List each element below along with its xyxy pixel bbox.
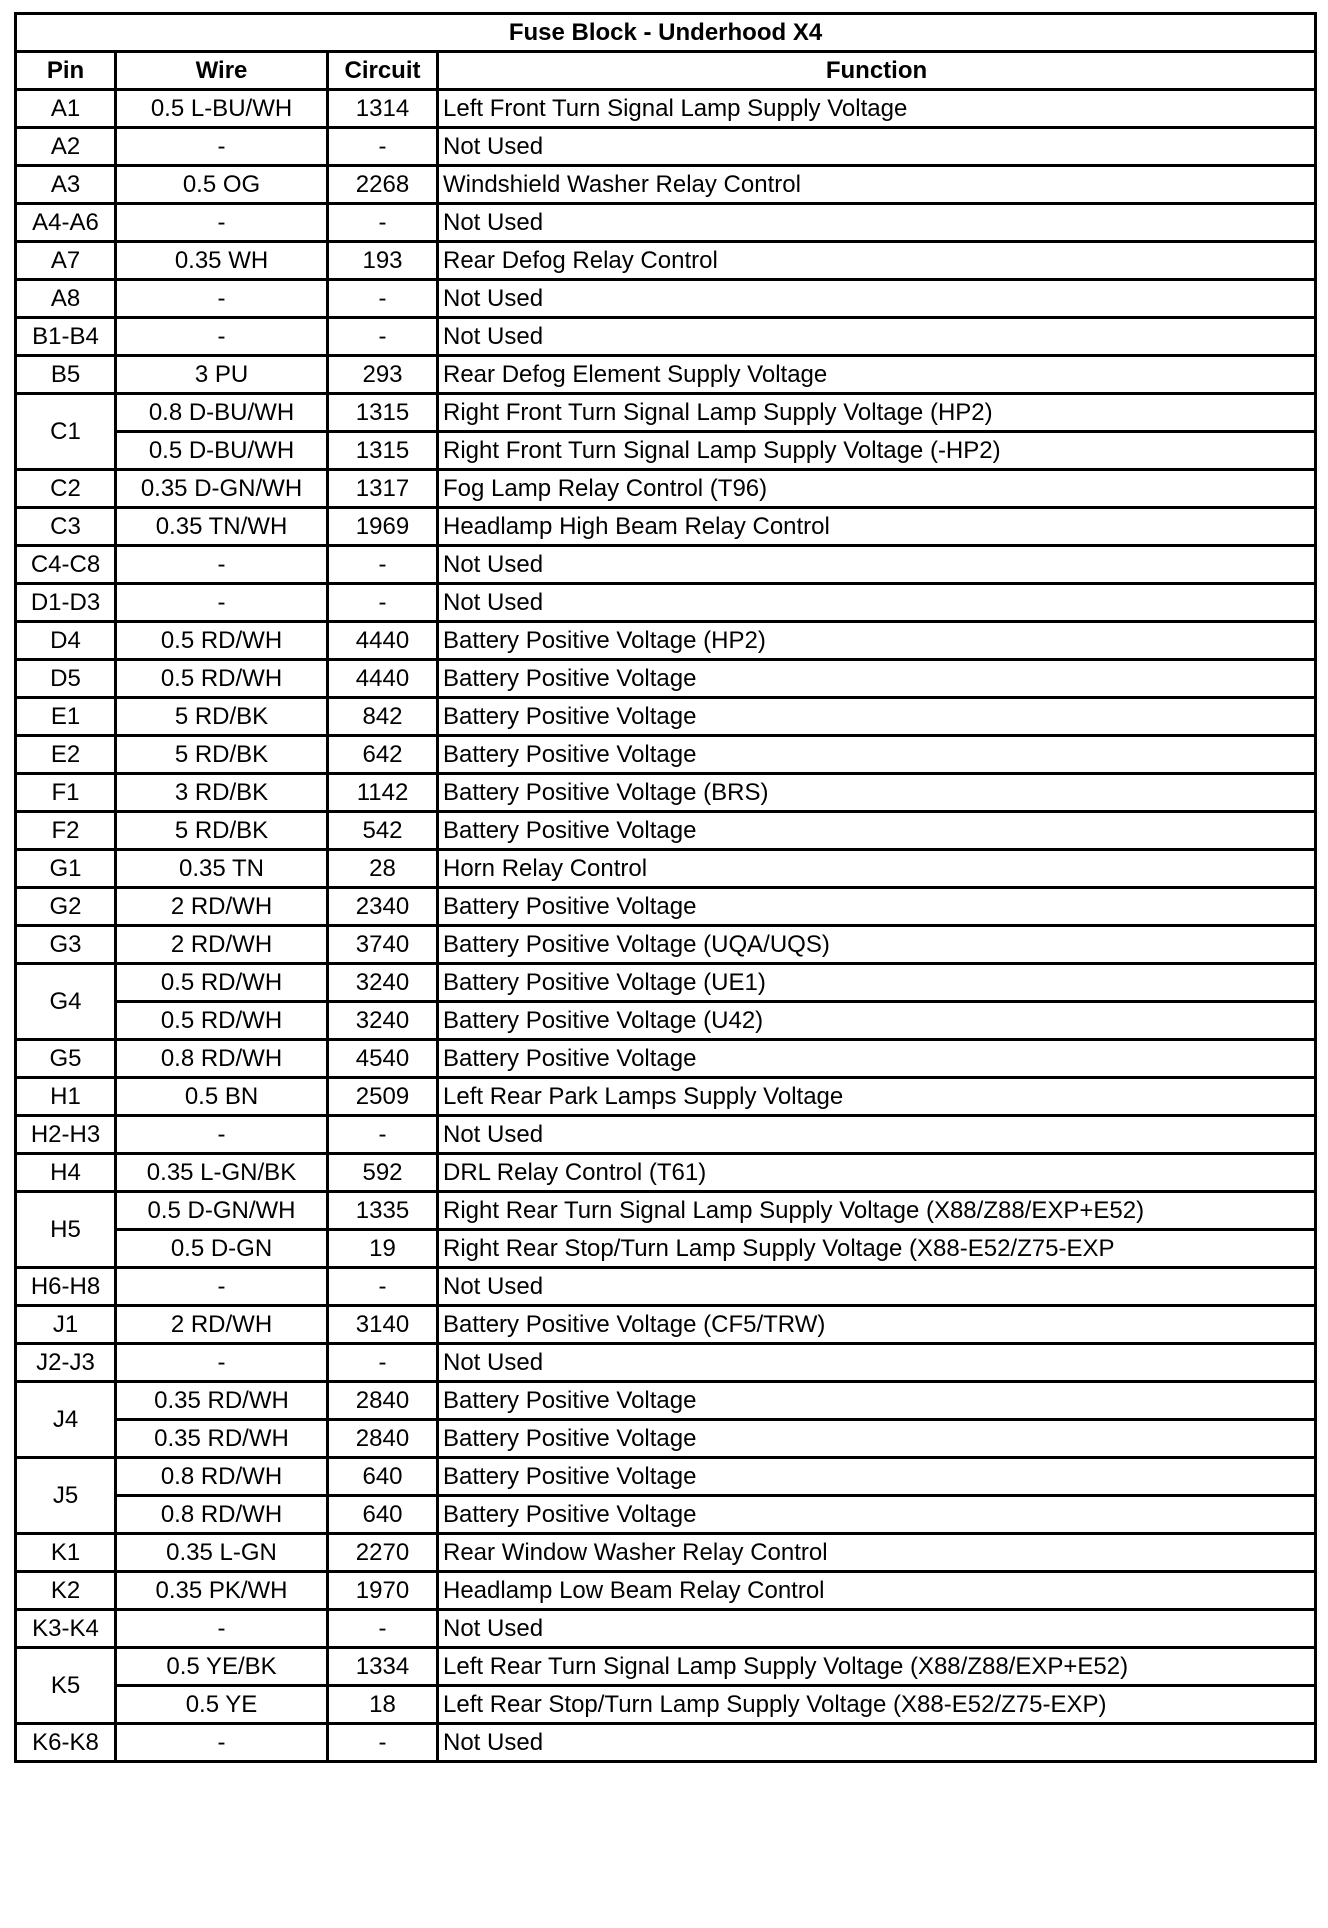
circuit-cell: 2840 (328, 1420, 438, 1458)
table-row (16, 356, 1316, 394)
function-cell: Battery Positive Voltage (BRS) (438, 774, 1316, 812)
table-row (16, 584, 1316, 622)
wire-cell: 5 RD/BK (116, 736, 328, 774)
circuit-cell: - (328, 584, 438, 622)
table-row (16, 888, 1316, 926)
pin-cell: C4-C8 (16, 546, 116, 584)
pin-cell: E1 (16, 698, 116, 736)
table-row (16, 1154, 1316, 1192)
wire-cell: 0.5 RD/WH (116, 660, 328, 698)
circuit-cell: 2340 (328, 888, 438, 926)
circuit-cell: - (328, 128, 438, 166)
function-cell: Battery Positive Voltage (U42) (438, 1002, 1316, 1040)
circuit-cell: 542 (328, 812, 438, 850)
wire-cell: 0.35 TN (116, 850, 328, 888)
wire-cell: 0.8 D-BU/WH (116, 394, 328, 432)
header-row (16, 52, 1316, 90)
wire-cell: 0.35 TN/WH (116, 508, 328, 546)
table-row (16, 90, 1316, 128)
wire-cell: 0.35 D-GN/WH (116, 470, 328, 508)
pin-cell: K2 (16, 1572, 116, 1610)
table-row (16, 1420, 1316, 1458)
wire-cell: 0.5 D-GN (116, 1230, 328, 1268)
pin-cell: K6-K8 (16, 1724, 116, 1762)
pin-cell: J5 (16, 1458, 116, 1534)
function-cell: Not Used (438, 1116, 1316, 1154)
circuit-cell: 4440 (328, 660, 438, 698)
function-cell: Not Used (438, 584, 1316, 622)
wire-cell: 0.35 RD/WH (116, 1420, 328, 1458)
function-cell: Battery Positive Voltage (UE1) (438, 964, 1316, 1002)
pin-cell: H6-H8 (16, 1268, 116, 1306)
wire-cell: 0.35 WH (116, 242, 328, 280)
pin-cell: H2-H3 (16, 1116, 116, 1154)
pin-cell: C2 (16, 470, 116, 508)
circuit-cell: 592 (328, 1154, 438, 1192)
circuit-cell: 293 (328, 356, 438, 394)
wire-cell: 5 RD/BK (116, 698, 328, 736)
wire-cell: 0.5 YE/BK (116, 1648, 328, 1686)
circuit-cell: 18 (328, 1686, 438, 1724)
wire-cell: - (116, 584, 328, 622)
table-row (16, 1534, 1316, 1572)
pin-cell: A3 (16, 166, 116, 204)
function-cell: Battery Positive Voltage (438, 888, 1316, 926)
table-row (16, 1230, 1316, 1268)
wire-cell: 2 RD/WH (116, 926, 328, 964)
circuit-cell: - (328, 546, 438, 584)
circuit-cell: 1970 (328, 1572, 438, 1610)
pin-cell: G1 (16, 850, 116, 888)
function-cell: Right Rear Turn Signal Lamp Supply Voltage (X88/Z88/EXP+E52) (438, 1192, 1316, 1230)
circuit-cell: - (328, 204, 438, 242)
function-cell: Headlamp High Beam Relay Control (438, 508, 1316, 546)
circuit-cell: 19 (328, 1230, 438, 1268)
circuit-cell: 842 (328, 698, 438, 736)
table-row (16, 318, 1316, 356)
table-row (16, 280, 1316, 318)
table-row (16, 1078, 1316, 1116)
header-pin: Pin (16, 52, 116, 90)
table-row (16, 1724, 1316, 1762)
function-cell: Battery Positive Voltage (CF5/TRW) (438, 1306, 1316, 1344)
circuit-cell: - (328, 1116, 438, 1154)
function-cell: Not Used (438, 1724, 1316, 1762)
function-cell: Fog Lamp Relay Control (T96) (438, 470, 1316, 508)
pin-cell: C3 (16, 508, 116, 546)
circuit-cell: 640 (328, 1458, 438, 1496)
wire-cell: - (116, 1116, 328, 1154)
table-row (16, 1002, 1316, 1040)
function-cell: DRL Relay Control (T61) (438, 1154, 1316, 1192)
pin-cell: D1-D3 (16, 584, 116, 622)
table-row (16, 432, 1316, 470)
circuit-cell: 3240 (328, 1002, 438, 1040)
table-row (16, 1496, 1316, 1534)
wire-cell: 0.35 PK/WH (116, 1572, 328, 1610)
function-cell: Battery Positive Voltage (438, 1040, 1316, 1078)
table-row (16, 394, 1316, 432)
circuit-cell: 2840 (328, 1382, 438, 1420)
circuit-cell: - (328, 1610, 438, 1648)
function-cell: Not Used (438, 1610, 1316, 1648)
function-cell: Not Used (438, 1344, 1316, 1382)
function-cell: Not Used (438, 204, 1316, 242)
pin-cell: A7 (16, 242, 116, 280)
circuit-cell: 3740 (328, 926, 438, 964)
wire-cell: 0.5 RD/WH (116, 1002, 328, 1040)
table-body (16, 90, 1316, 1762)
circuit-cell: 4540 (328, 1040, 438, 1078)
table-title: Fuse Block - Underhood X4 (16, 14, 1316, 52)
pin-cell: G4 (16, 964, 116, 1040)
table-row (16, 812, 1316, 850)
wire-cell: 0.5 D-BU/WH (116, 432, 328, 470)
function-cell: Battery Positive Voltage (UQA/UQS) (438, 926, 1316, 964)
table-row (16, 774, 1316, 812)
table-row (16, 546, 1316, 584)
wire-cell: - (116, 1268, 328, 1306)
table-row (16, 1192, 1316, 1230)
wire-cell: 5 RD/BK (116, 812, 328, 850)
circuit-cell: 1142 (328, 774, 438, 812)
pin-cell: G2 (16, 888, 116, 926)
table-row (16, 128, 1316, 166)
pin-cell: J2-J3 (16, 1344, 116, 1382)
function-cell: Windshield Washer Relay Control (438, 166, 1316, 204)
function-cell: Battery Positive Voltage (438, 812, 1316, 850)
circuit-cell: 2270 (328, 1534, 438, 1572)
pin-cell: F2 (16, 812, 116, 850)
function-cell: Right Front Turn Signal Lamp Supply Voltage (HP2) (438, 394, 1316, 432)
wire-cell: - (116, 546, 328, 584)
table-row (16, 698, 1316, 736)
title-row (16, 14, 1316, 52)
table-row (16, 1116, 1316, 1154)
wire-cell: 0.5 RD/WH (116, 964, 328, 1002)
circuit-cell: 1969 (328, 508, 438, 546)
table-row (16, 1686, 1316, 1724)
pin-cell: H5 (16, 1192, 116, 1268)
circuit-cell: 3240 (328, 964, 438, 1002)
function-cell: Battery Positive Voltage (438, 736, 1316, 774)
wire-cell: 0.8 RD/WH (116, 1458, 328, 1496)
wire-cell: - (116, 1724, 328, 1762)
function-cell: Not Used (438, 128, 1316, 166)
circuit-cell: 1315 (328, 432, 438, 470)
function-cell: Not Used (438, 546, 1316, 584)
table-row (16, 850, 1316, 888)
pin-cell: H1 (16, 1078, 116, 1116)
wire-cell: 0.35 L-GN/BK (116, 1154, 328, 1192)
table-row (16, 622, 1316, 660)
pin-cell: A2 (16, 128, 116, 166)
pin-cell: D4 (16, 622, 116, 660)
function-cell: Left Rear Park Lamps Supply Voltage (438, 1078, 1316, 1116)
wire-cell: 0.5 L-BU/WH (116, 90, 328, 128)
table-row (16, 736, 1316, 774)
circuit-cell: 4440 (328, 622, 438, 660)
table-row (16, 964, 1316, 1002)
wire-cell: 3 PU (116, 356, 328, 394)
function-cell: Not Used (438, 318, 1316, 356)
circuit-cell: 3140 (328, 1306, 438, 1344)
circuit-cell: 640 (328, 1496, 438, 1534)
function-cell: Battery Positive Voltage (438, 698, 1316, 736)
circuit-cell: 2509 (328, 1078, 438, 1116)
pin-cell: A1 (16, 90, 116, 128)
circuit-cell: 1335 (328, 1192, 438, 1230)
function-cell: Battery Positive Voltage (438, 1496, 1316, 1534)
wire-cell: 0.8 RD/WH (116, 1496, 328, 1534)
function-cell: Not Used (438, 1268, 1316, 1306)
function-cell: Battery Positive Voltage (438, 1382, 1316, 1420)
header-circuit: Circuit (328, 52, 438, 90)
function-cell: Battery Positive Voltage (HP2) (438, 622, 1316, 660)
function-cell: Rear Defog Element Supply Voltage (438, 356, 1316, 394)
circuit-cell: 1315 (328, 394, 438, 432)
table-row (16, 1382, 1316, 1420)
table-row (16, 470, 1316, 508)
pin-cell: A8 (16, 280, 116, 318)
header-wire: Wire (116, 52, 328, 90)
wire-cell: 0.8 RD/WH (116, 1040, 328, 1078)
pin-cell: K3-K4 (16, 1610, 116, 1648)
function-cell: Right Rear Stop/Turn Lamp Supply Voltage (X88-E52/Z75-EXP (438, 1230, 1316, 1268)
wire-cell: - (116, 318, 328, 356)
function-cell: Not Used (438, 280, 1316, 318)
wire-cell: 0.35 RD/WH (116, 1382, 328, 1420)
circuit-cell: 1314 (328, 90, 438, 128)
pin-cell: E2 (16, 736, 116, 774)
function-cell: Left Rear Stop/Turn Lamp Supply Voltage (X88-E52/Z75-EXP) (438, 1686, 1316, 1724)
function-cell: Battery Positive Voltage (438, 660, 1316, 698)
table-row (16, 660, 1316, 698)
table-row (16, 1344, 1316, 1382)
wire-cell: - (116, 128, 328, 166)
pin-cell: F1 (16, 774, 116, 812)
pin-cell: H4 (16, 1154, 116, 1192)
pin-cell: D5 (16, 660, 116, 698)
circuit-cell: 28 (328, 850, 438, 888)
table-row (16, 242, 1316, 280)
table-row (16, 926, 1316, 964)
wire-cell: - (116, 204, 328, 242)
circuit-cell: 642 (328, 736, 438, 774)
wire-cell: 0.5 D-GN/WH (116, 1192, 328, 1230)
table-row (16, 166, 1316, 204)
table-row (16, 1458, 1316, 1496)
function-cell: Headlamp Low Beam Relay Control (438, 1572, 1316, 1610)
function-cell: Right Front Turn Signal Lamp Supply Voltage (-HP2) (438, 432, 1316, 470)
wire-cell: 0.5 OG (116, 166, 328, 204)
wire-cell: - (116, 1610, 328, 1648)
table-row (16, 1610, 1316, 1648)
wire-cell: 3 RD/BK (116, 774, 328, 812)
pin-cell: A4-A6 (16, 204, 116, 242)
wire-cell: 0.5 RD/WH (116, 622, 328, 660)
pin-cell: K1 (16, 1534, 116, 1572)
wire-cell: - (116, 280, 328, 318)
circuit-cell: 1334 (328, 1648, 438, 1686)
wire-cell: 0.5 BN (116, 1078, 328, 1116)
pin-cell: C1 (16, 394, 116, 470)
pin-cell: J1 (16, 1306, 116, 1344)
pin-cell: B1-B4 (16, 318, 116, 356)
function-cell: Rear Window Washer Relay Control (438, 1534, 1316, 1572)
wire-cell: - (116, 1344, 328, 1382)
pin-cell: G3 (16, 926, 116, 964)
circuit-cell: - (328, 280, 438, 318)
header-function: Function (438, 52, 1316, 90)
table-row (16, 1306, 1316, 1344)
function-cell: Horn Relay Control (438, 850, 1316, 888)
circuit-cell: - (328, 1268, 438, 1306)
circuit-cell: 1317 (328, 470, 438, 508)
table-row (16, 1040, 1316, 1078)
table-row (16, 1572, 1316, 1610)
pin-cell: J4 (16, 1382, 116, 1458)
function-cell: Battery Positive Voltage (438, 1458, 1316, 1496)
wire-cell: 0.35 L-GN (116, 1534, 328, 1572)
circuit-cell: - (328, 318, 438, 356)
wire-cell: 2 RD/WH (116, 1306, 328, 1344)
function-cell: Rear Defog Relay Control (438, 242, 1316, 280)
pin-cell: G5 (16, 1040, 116, 1078)
table-row (16, 1268, 1316, 1306)
function-cell: Battery Positive Voltage (438, 1420, 1316, 1458)
table-row (16, 1648, 1316, 1686)
table-row (16, 204, 1316, 242)
wire-cell: 2 RD/WH (116, 888, 328, 926)
wire-cell: 0.5 YE (116, 1686, 328, 1724)
pin-cell: K5 (16, 1648, 116, 1724)
pinout-table (14, 12, 1317, 1763)
circuit-cell: 193 (328, 242, 438, 280)
circuit-cell: 2268 (328, 166, 438, 204)
function-cell: Left Front Turn Signal Lamp Supply Voltage (438, 90, 1316, 128)
function-cell: Left Rear Turn Signal Lamp Supply Voltage (X88/Z88/EXP+E52) (438, 1648, 1316, 1686)
circuit-cell: - (328, 1724, 438, 1762)
pin-cell: B5 (16, 356, 116, 394)
table-row (16, 508, 1316, 546)
circuit-cell: - (328, 1344, 438, 1382)
